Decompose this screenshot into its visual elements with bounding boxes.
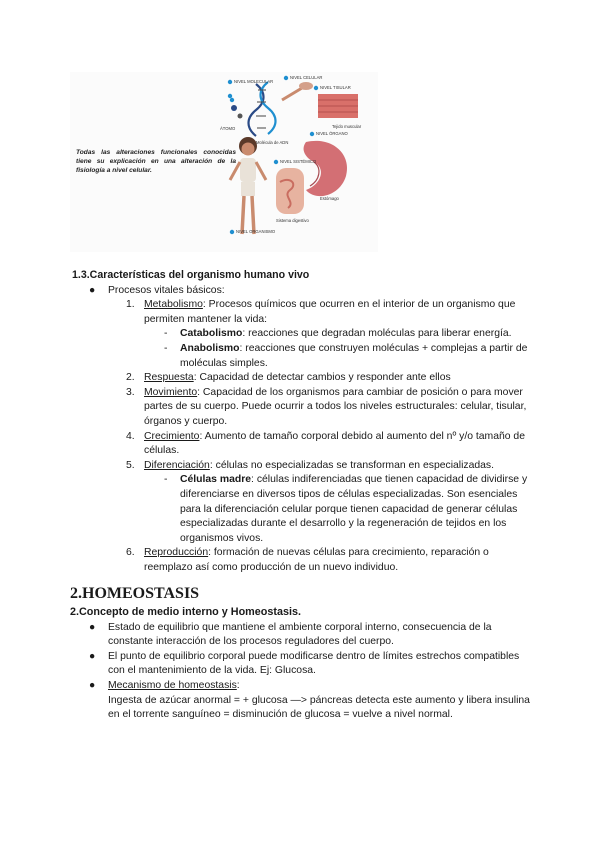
bullet-estado-equilibrio [72, 621, 532, 650]
bullet-text: Ingesta de azúcar anormal = + glucosa —> páncreas detecta este aumento y libera insulina en el torrente sanguíneo = disminución de glucosa = vuelve a nivel normal. [108, 694, 530, 721]
list-item-reproduccion [72, 546, 532, 575]
term-metabolismo: Metabolismo [144, 299, 203, 311]
section-subtitle-medio-interno: 2.Concepto de medio interno y Homeostasis. [70, 606, 301, 619]
bullet-procesos-vitales [72, 284, 532, 299]
list-item-metabolismo [72, 298, 532, 327]
item-text: : Capacidad de detectar cambios y responder ante ellos [193, 372, 451, 384]
figure-caption: Todas las alteraciones funcionales conocidas tiene su explicación en una alteración de la fisiología a nivel celular. [76, 149, 236, 174]
section-title-homeostasis: 2.HOMEOSTASIS [70, 585, 200, 603]
list-number: 1. [126, 299, 135, 311]
bullet-text: Procesos vitales básicos: [108, 284, 225, 296]
sublist-item-celulas-madre [72, 473, 532, 546]
term-respuesta: Respuesta [144, 372, 194, 384]
subitem-text: : células indiferenciadas que tienen capacidad de dividirse y diferenciarse en diversos tipos de células especializadas. Son esenciales para la diferenciación celular porque tienen capacidad de generar células especializadas durante el desarrollo y la regeneración de tejidos en los organismos vivos. [180, 474, 528, 544]
bullet-dot-icon: ● [89, 680, 96, 692]
label-sistema: Sistema digestivo [276, 218, 309, 223]
item-text: : Procesos químicos que ocurren en el interior de un organismo que permiten mantener la vida: [144, 299, 516, 325]
bullet-mecanismo [72, 679, 532, 723]
term-anabolismo: Anabolismo [180, 342, 240, 354]
term-diferenciacion: Diferenciación [144, 459, 210, 471]
colon: : [236, 680, 240, 692]
bullet-punto-equilibrio [72, 650, 532, 679]
item-text: : células no especializadas se transforman en especializadas. [209, 459, 495, 471]
bullet-text: El punto de equilibrio corporal puede modificarse dentro de límites estrechos compatibles con el mantenimiento de la vida. Ej: Glucosa. [108, 650, 520, 677]
label-celular: NIVEL CELULAR [290, 75, 323, 80]
bullet-dot-icon: ● [89, 650, 96, 662]
item-text: : Capacidad de los organismos para cambiar de posición o para mover partes de su cuerpo. Puede ocurrir a todos los niveles estructurales: celular, tisular, órganos y cuerpo. [144, 386, 527, 427]
list-number: 4. [126, 430, 135, 442]
list-item-movimiento [72, 386, 532, 430]
list-item-diferenciacion [72, 459, 532, 474]
list-item-crecimiento [72, 430, 532, 459]
digestive-system-image [276, 168, 304, 214]
subitem-text: : reacciones que degradan moléculas para liberar energía. [242, 328, 512, 340]
tissue-block-image [318, 94, 358, 118]
item-text: : Aumento de tamaño corporal debido al aumento del nº y/o tamaño de células. [144, 430, 525, 457]
term-catabolismo: Catabolismo [180, 328, 243, 340]
item-text: : formación de nuevas células para crecimiento, reparación o reemplazo así como producción de un nuevo individuo. [144, 547, 489, 573]
section-heading-1-3: 1.3.Características del organismo humano vivo [72, 269, 310, 281]
dash-icon: - [164, 328, 168, 340]
dash-icon: - [164, 474, 168, 486]
list-number: 6. [126, 547, 135, 559]
sublist-item-anabolismo [72, 342, 532, 371]
bullet-dot-icon: ● [89, 621, 96, 633]
term-crecimiento: Crecimiento [144, 430, 200, 442]
label-organico: NIVEL ÓRGANO [316, 131, 348, 136]
subitem-text: : reacciones que construyen moléculas + complejas a partir de moléculas simples. [180, 342, 528, 369]
list-number: 3. [126, 386, 135, 398]
label-organismo: NIVEL ORGANISMO [236, 229, 276, 234]
stomach-image [304, 141, 348, 196]
levels-of-organization-figure [70, 72, 378, 252]
label-atomo: ÁTOMO [220, 126, 236, 131]
label-sistemico: NIVEL SISTÉMICO [280, 159, 317, 164]
label-molecular: NIVEL MOLECULAR [234, 79, 274, 84]
level-marker-dots [228, 76, 318, 234]
bullet-dot-icon: ● [89, 284, 96, 296]
dash-icon: - [164, 342, 168, 354]
document-body [72, 268, 532, 723]
list-number: 5. [126, 459, 135, 471]
sublist-item-catabolismo [72, 327, 532, 342]
label-tisular: NIVEL TISULAR [320, 85, 351, 90]
list-number: 2. [126, 372, 135, 384]
term-celulas-madre: Células madre [180, 474, 252, 486]
label-adn: Molécula de ADN [256, 140, 289, 145]
cell-image [282, 82, 313, 100]
term-mecanismo-homeostasis: Mecanismo de homeostasis [108, 680, 237, 692]
list-item-respuesta [72, 371, 532, 386]
label-estomago: Estómago [320, 196, 339, 201]
term-reproduccion: Reproducción [144, 547, 209, 559]
term-movimiento: Movimiento [144, 386, 198, 398]
bullet-text: Estado de equilibrio que mantiene el ambiente corporal interno, consecuencia de la constante interacción de los procesos reguladores del cuerpo. [108, 621, 492, 648]
label-musculo: Tejido muscular [332, 124, 362, 129]
